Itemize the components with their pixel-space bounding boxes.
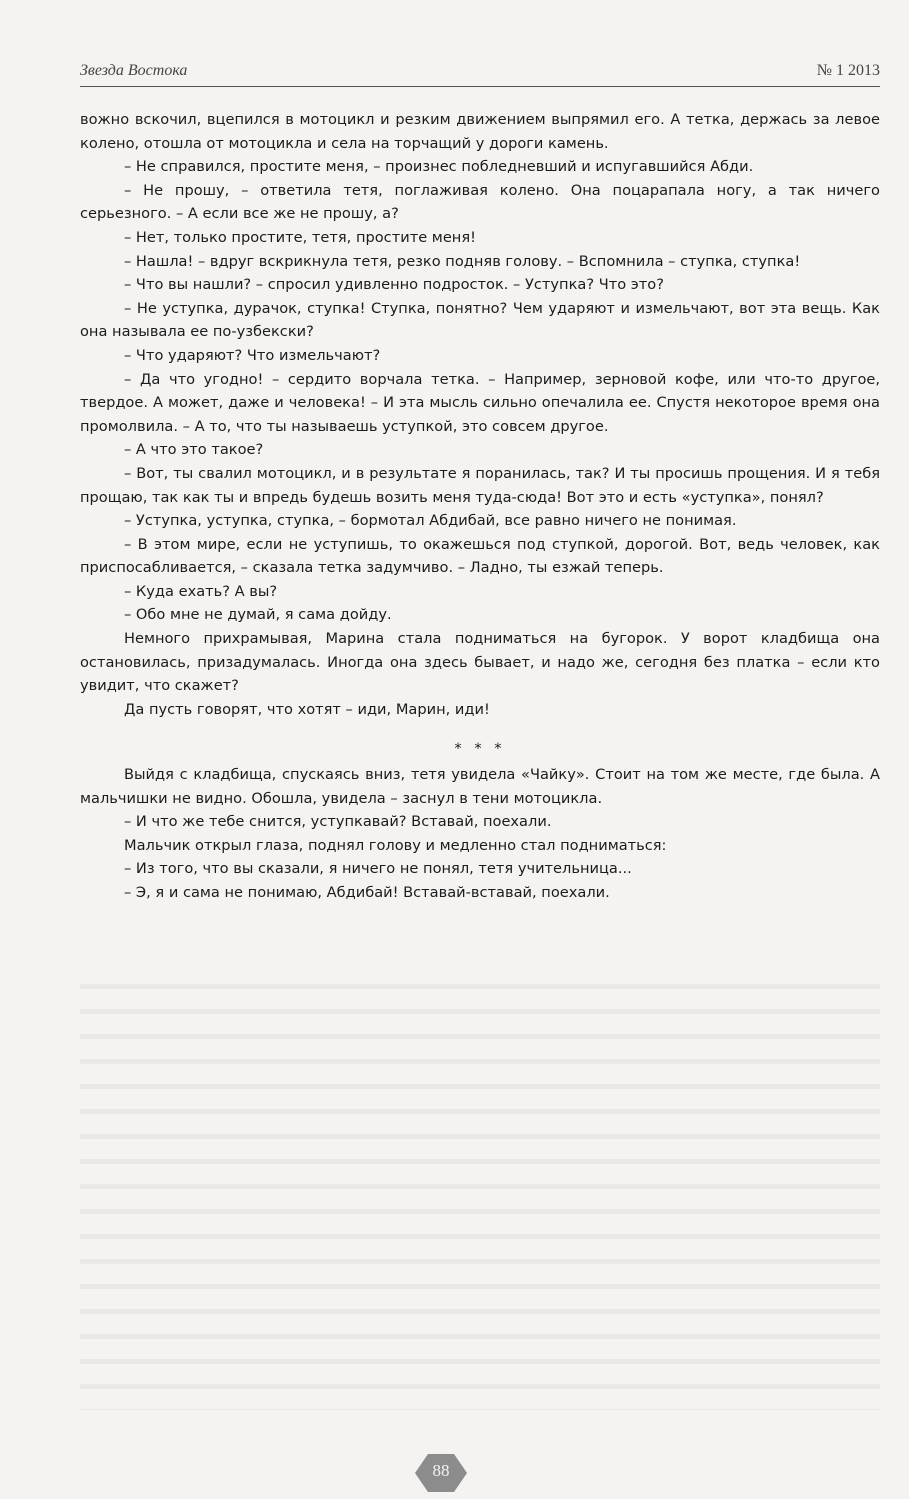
issue-number: № 1 2013 <box>816 62 880 79</box>
paragraph: – Не прошу, – ответила тетя, поглаживая колено. Она поцарапала ногу, а так ничего серьезного. – А если все же не прошу, а? <box>80 181 880 223</box>
running-header <box>80 58 880 87</box>
paragraph: Мальчик открыл глаза, поднял голову и медленно стал подниматься: <box>124 836 667 854</box>
paragraph: – А что это такое? <box>124 441 264 459</box>
paragraph: вожно вскочил, вцепился в мотоцикл и резким движением выпрямил его. А тетка, держась за левое колено, отошла от мотоцикла и села на торчащий у дороги камень. <box>80 111 880 152</box>
paragraph: – Нет, только простите, тетя, простите меня! <box>124 228 476 246</box>
paragraph: – Уступка, уступка, ступка, – бормотал Абдибай, все равно ничего не понимая. <box>124 512 737 530</box>
paragraph: – И что же тебе снится, уступкавай? Вставай, поехали. <box>124 813 552 831</box>
page-number-badge <box>411 1452 471 1494</box>
paragraph: Немного прихрамывая, Марина стала подниматься на бугорок. У ворот кладбища она остановилась, призадумалась. Иногда она здесь бывает, и надо же, сегодня без платка – если кто увидит, что скажет? <box>80 630 880 695</box>
paragraph: – Что ударяют? Что измельчают? <box>124 346 381 364</box>
paragraph: – Из того, что вы сказали, я ничего не понял, тетя учительница... <box>124 860 632 878</box>
section-separator: * * * <box>454 740 506 758</box>
paragraph: – Не уступка, дурачок, ступка! Ступка, понятно? Чем ударяют и измельчают, вот эта вещь. Как она называла ее по-узбекски? <box>80 299 880 341</box>
journal-title: Звезда Востока <box>80 62 188 79</box>
article-body <box>80 108 880 905</box>
paragraph: – Вот, ты свалил мотоцикл, и в результате я поранилась, так? И ты просишь прощения. И я тебя прощаю, так как ты и впредь будешь возить меня туда-сюда! Вот это и есть «уступка», понял? <box>80 464 880 506</box>
paragraph: Выйдя с кладбища, спускаясь вниз, тетя увидела «Чайку». Стоит на том же месте, где была. А мальчишки не видно. Обошла, увидела – заснул в тени мотоцикла. <box>80 766 880 807</box>
paragraph: – Не справился, простите меня, – произнес побледневший и испугавшийся Абди. <box>124 158 754 176</box>
paragraph: – Обо мне не думай, я сама дойду. <box>124 606 392 624</box>
paragraph: – Да что угодно! – сердито ворчала тетка. – Например, зерновой кофе, или что-то другое, твердое. А может, даже и человека! – И эта мысль сильно опечалила ее. Спустя некоторое время она промолвила. – А то, что ты называешь уступкой, это совсем другое. <box>80 370 880 435</box>
paragraph: – Нашла! – вдруг вскрикнула тетя, резко подняв голову. – Вспомнила – ступка, ступка! <box>124 252 801 270</box>
bleed-through-text <box>80 970 880 1410</box>
paragraph: – Что вы нашли? – спросил удивленно подросток. – Уступка? Что это? <box>124 276 664 294</box>
paragraph: – Э, я и сама не понимаю, Абдибай! Вставай-вставай, поехали. <box>124 884 610 901</box>
paragraph: – В этом мире, если не уступишь, то окажешься под ступкой, дорогой. Вот, ведь человек, как приспосабливается, – сказала тетка задумчиво. – Ладно, ты езжай теперь. <box>80 535 880 577</box>
paragraph: Да пусть говорят, что хотят – иди, Марин, иди! <box>124 700 490 718</box>
paragraph: – Куда ехать? А вы? <box>124 582 278 600</box>
page-number: 88 <box>432 1461 450 1480</box>
